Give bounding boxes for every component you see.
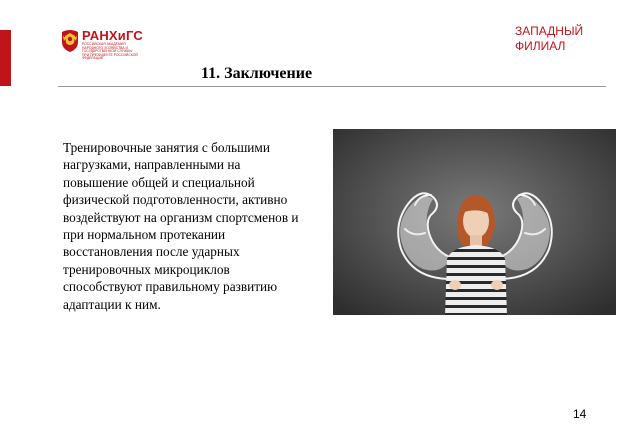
slide-title: 11. Заключение [201,65,313,82]
page-number: 14 [573,407,587,421]
ranepa-logo [60,28,143,61]
branch-line-1: ЗАПАДНЫЙ [515,24,584,38]
branch-label [515,24,583,54]
slide-body-text: Тренировочные занятия с большими нагрузками, направленными на повышение общей и специальной физической подготовленности, активно воздействуют на организм спортсменов и при нормальном протекании восстановления после ударных тренировочных микроциклов способствуют правильному развитию адаптации к ним. [63,140,299,312]
logo-text: РАНХиГС [82,28,143,43]
title-divider [58,86,606,87]
woman-with-drawn-muscles-image [333,129,616,315]
logo-subtext: РОССИЙСКАЯ АКАДЕМИЯ НАРОДНОГО ХОЗЯЙСТВА И ГОСУДАРСТВЕННОЙ СЛУЖБЫ ПРИ ПРЕЗИДЕНТЕ РОССИЙСКОЙ ФЕДЕРАЦИИ [82,42,138,61]
eagle-emblem-icon [60,29,80,53]
accent-bar [0,30,11,86]
branch-line-2: ФИЛИАЛ [515,39,566,53]
